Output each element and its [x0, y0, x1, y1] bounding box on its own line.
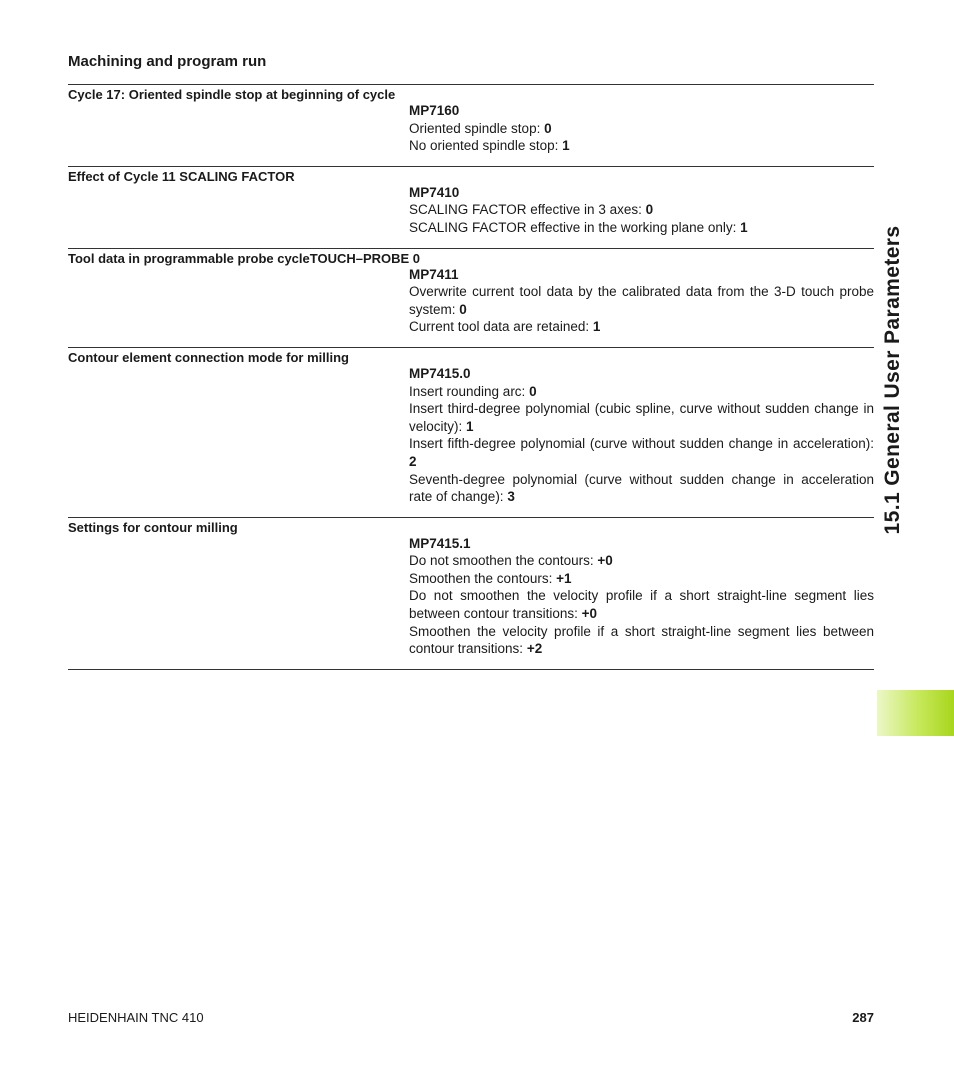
section-body [409, 102, 874, 155]
option-text: Current tool data are retained: [409, 319, 593, 335]
option-value: 1 [592, 319, 601, 335]
footer-brand: HEIDENHAIN TNC 410 [68, 1010, 204, 1025]
option-value: +0 [581, 606, 598, 622]
section-contour-milling-settings [68, 517, 874, 670]
section-oriented-spindle-stop [68, 84, 874, 166]
chapter-side-title: 15.1 General User Parameters [881, 225, 904, 535]
section-body [409, 365, 874, 506]
parameter-sections [68, 84, 874, 670]
page-heading: Machining and program run [68, 53, 267, 70]
option-value: 0 [529, 383, 537, 399]
section-scaling-factor [68, 166, 874, 248]
option-line [409, 383, 874, 401]
option-text: SCALING FACTOR effective in 3 axes: [409, 202, 646, 218]
option-value: 2 [409, 453, 417, 469]
option-text: Insert rounding arc: [409, 383, 530, 399]
option-text: Do not smoothen the velocity profile if a short straight-line segment lies between contour transitions: [409, 588, 874, 622]
option-line [409, 570, 874, 588]
option-line [409, 587, 874, 622]
option-text: Seventh-degree polynomial (curve without sudden change in acceleration rate of change): [409, 471, 874, 505]
section-touch-probe-tool-data [68, 248, 874, 347]
section-title: Cycle 17: Oriented spindle stop at beginning of cycle [68, 87, 396, 102]
section-title: Contour element connection mode for milling [68, 349, 349, 365]
option-value: 3 [507, 489, 515, 505]
section-contour-connection-mode [68, 347, 874, 517]
option-text: Smoothen the contours: [409, 570, 557, 586]
option-value: 1 [562, 138, 570, 154]
option-line [409, 120, 874, 138]
option-line [409, 219, 874, 237]
option-value: 0 [645, 202, 654, 218]
option-value: 1 [466, 418, 474, 434]
section-title: Tool data in programmable probe cycleTOUCH–PROBE 0 [68, 250, 421, 266]
option-line [409, 283, 874, 318]
option-text: Oriented spindle stop: [409, 120, 545, 136]
option-line [409, 318, 874, 336]
section-title: Settings for contour milling [68, 519, 238, 535]
machine-parameter-id: MP7411 [409, 266, 459, 282]
section-body [409, 184, 874, 237]
machine-parameter-id: MP7415.1 [409, 535, 471, 551]
option-text: Insert third-degree polynomial (cubic spline, curve without sudden change in velocity): [409, 401, 874, 434]
option-line [409, 552, 874, 570]
option-line [409, 623, 874, 658]
machine-parameter-id: MP7415.0 [409, 365, 471, 381]
option-text: SCALING FACTOR effective in the working plane only: [409, 219, 741, 235]
option-line [409, 435, 874, 470]
machine-parameter-id: MP7160 [409, 103, 460, 118]
option-line [409, 471, 874, 506]
section-body [409, 535, 874, 658]
option-line [409, 400, 874, 435]
option-text: Overwrite current tool data by the calibrated data from the 3-D touch probe system: [409, 284, 874, 317]
option-text: No oriented spindle stop: [409, 138, 563, 154]
option-text: Do not smoothen the contours: [409, 553, 598, 569]
option-value: 0 [544, 120, 552, 136]
section-body [409, 266, 874, 336]
option-value: +2 [526, 641, 543, 657]
option-line [409, 201, 874, 219]
option-value: 0 [459, 301, 467, 317]
chapter-thumb-tab [877, 690, 954, 736]
option-value: 1 [740, 219, 748, 235]
option-text: Insert fifth-degree polynomial (curve without sudden change in acceleration): [409, 436, 874, 452]
option-line [409, 137, 874, 155]
section-title: Effect of Cycle 11 SCALING FACTOR [68, 168, 295, 184]
machine-parameter-id: MP7410 [409, 184, 460, 200]
footer-page-number: 287 [852, 1010, 874, 1025]
option-value: +0 [597, 553, 613, 569]
option-value: +1 [556, 570, 572, 586]
option-text: Smoothen the velocity profile if a short straight-line segment lies between contour transitions: [409, 623, 874, 657]
